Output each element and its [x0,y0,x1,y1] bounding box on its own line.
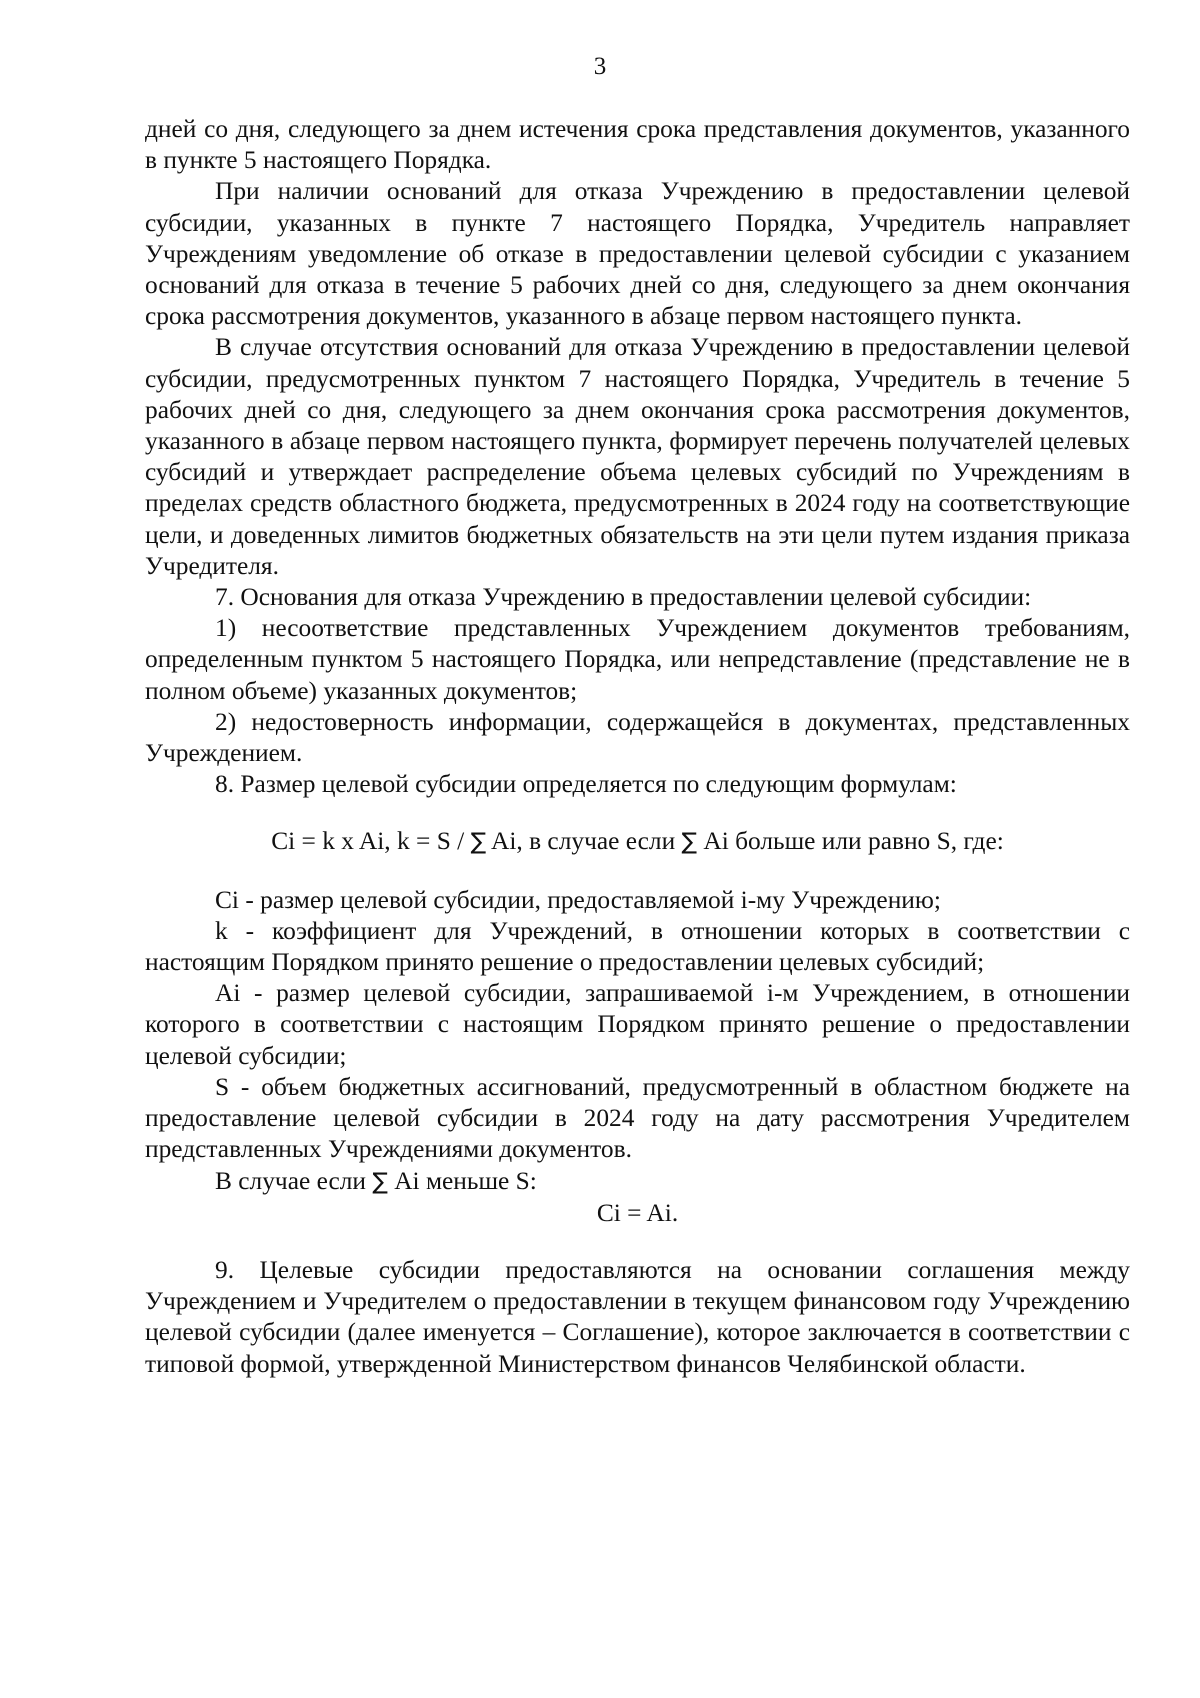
paragraph-no-refusal: В случае отсутствия оснований для отказа Учреждению в предоставлении целевой субсидии, предусмотренных пунктом 7 настоящего Порядка, Учредитель в течение 5 рабочих дней со дня, следующего за днем окончания срока рассмотрения документов, указанного в абзаце первом настоящего пункта, формирует перечень получателей целевых субсидий и утверждает распределение объема целевых субсидий по Учреждениям в пределах средств областного бюджета, предусмотренных в 2024 году на соответствующие цели, и доведенных лимитов бюджетных обязательств на эти цели путем издания приказа Учредителя. [145,333,1130,580]
paragraph-item-7: 7. Основания для отказа Учреждению в предоставлении целевой субсидии: [215,583,1032,612]
sum-symbol-icon: ∑ [372,1168,388,1195]
definition-s: S - объем бюджетных ассигнований, предусмотренный в областном бюджете на предоставление целевой субсидии в 2024 году на дату рассмотрения Учредителем представленных Учреждениями документов. [145,1072,1130,1164]
definition-ai: Ai - размер целевой субсидии, запрашиваемой i-м Учреждением, в отношении которого в соответствии с настоящим Порядком принято решение о предоставлении целевой субсидии; [145,979,1130,1070]
case-sum-less-part-b: Ai меньше S: [387,1166,537,1195]
case-sum-less [145,1166,1130,1198]
definition-k: k - коэффициент для Учреждений, в отношении которых в соответствии с настоящим Порядком принято решение о предоставлении целевых субсидий; [145,916,1130,977]
page-number: 3 [593,53,607,80]
formula-main [145,826,1130,858]
formula-main-part-a: Ci = k x Ai, k = S / [271,827,471,856]
sum-symbol-icon: ∑ [470,829,487,856]
paragraph-item-9: 9. Целевые субсидии предоставляются на основании соглашения между Учреждением и Учредителем о предоставлении в текущем финансовом году Учреждению целевой субсидии (далее именуется – Соглашение), которое заключается в соответствии с типовой формой, утвержденной Министерством финансов Челябинской области. [145,1255,1130,1378]
case-sum-less-part-a: В случае если [215,1166,373,1195]
paragraph-item-7-2: 2) недостоверность информации, содержащейся в документах, представленных Учреждением. [145,707,1130,768]
formula-ci-equals-ai: Ci = Ai. [596,1198,679,1227]
sum-symbol-icon: ∑ [681,829,698,856]
paragraph-continuation: дней со дня, следующего за днем истечения срока представления документов, указанного в пункте 5 настоящего Порядка. [145,115,1130,175]
formula-main-part-c: Ai больше или равно S, где: [697,827,1004,856]
document-body [145,114,1130,1380]
definition-ci: Ci - размер целевой субсидии, предоставляемой i-му Учреждению; [215,885,941,914]
paragraph-item-7-1: 1) несоответствие представленных Учреждением документов требованиям, определенным пунктом 5 настоящего Порядка, или непредставление (представление не в полном объеме) указанных документов; [145,614,1130,705]
paragraph-item-8: 8. Размер целевой субсидии определяется по следующим формулам: [215,770,957,799]
paragraph-refusal-notice: При наличии оснований для отказа Учреждению в предоставлении целевой субсидии, указанных в пункте 7 настоящего Порядка, Учредитель направляет Учреждениям уведомление об отказе в предоставлении целевой субсидии с указанием оснований для отказа в течение 5 рабочих дней со дня, следующего за днем окончания срока рассмотрения документов, указанного в абзаце первом настоящего пункта. [145,177,1130,331]
formula-main-part-b: Ai, в случае если [486,827,682,856]
